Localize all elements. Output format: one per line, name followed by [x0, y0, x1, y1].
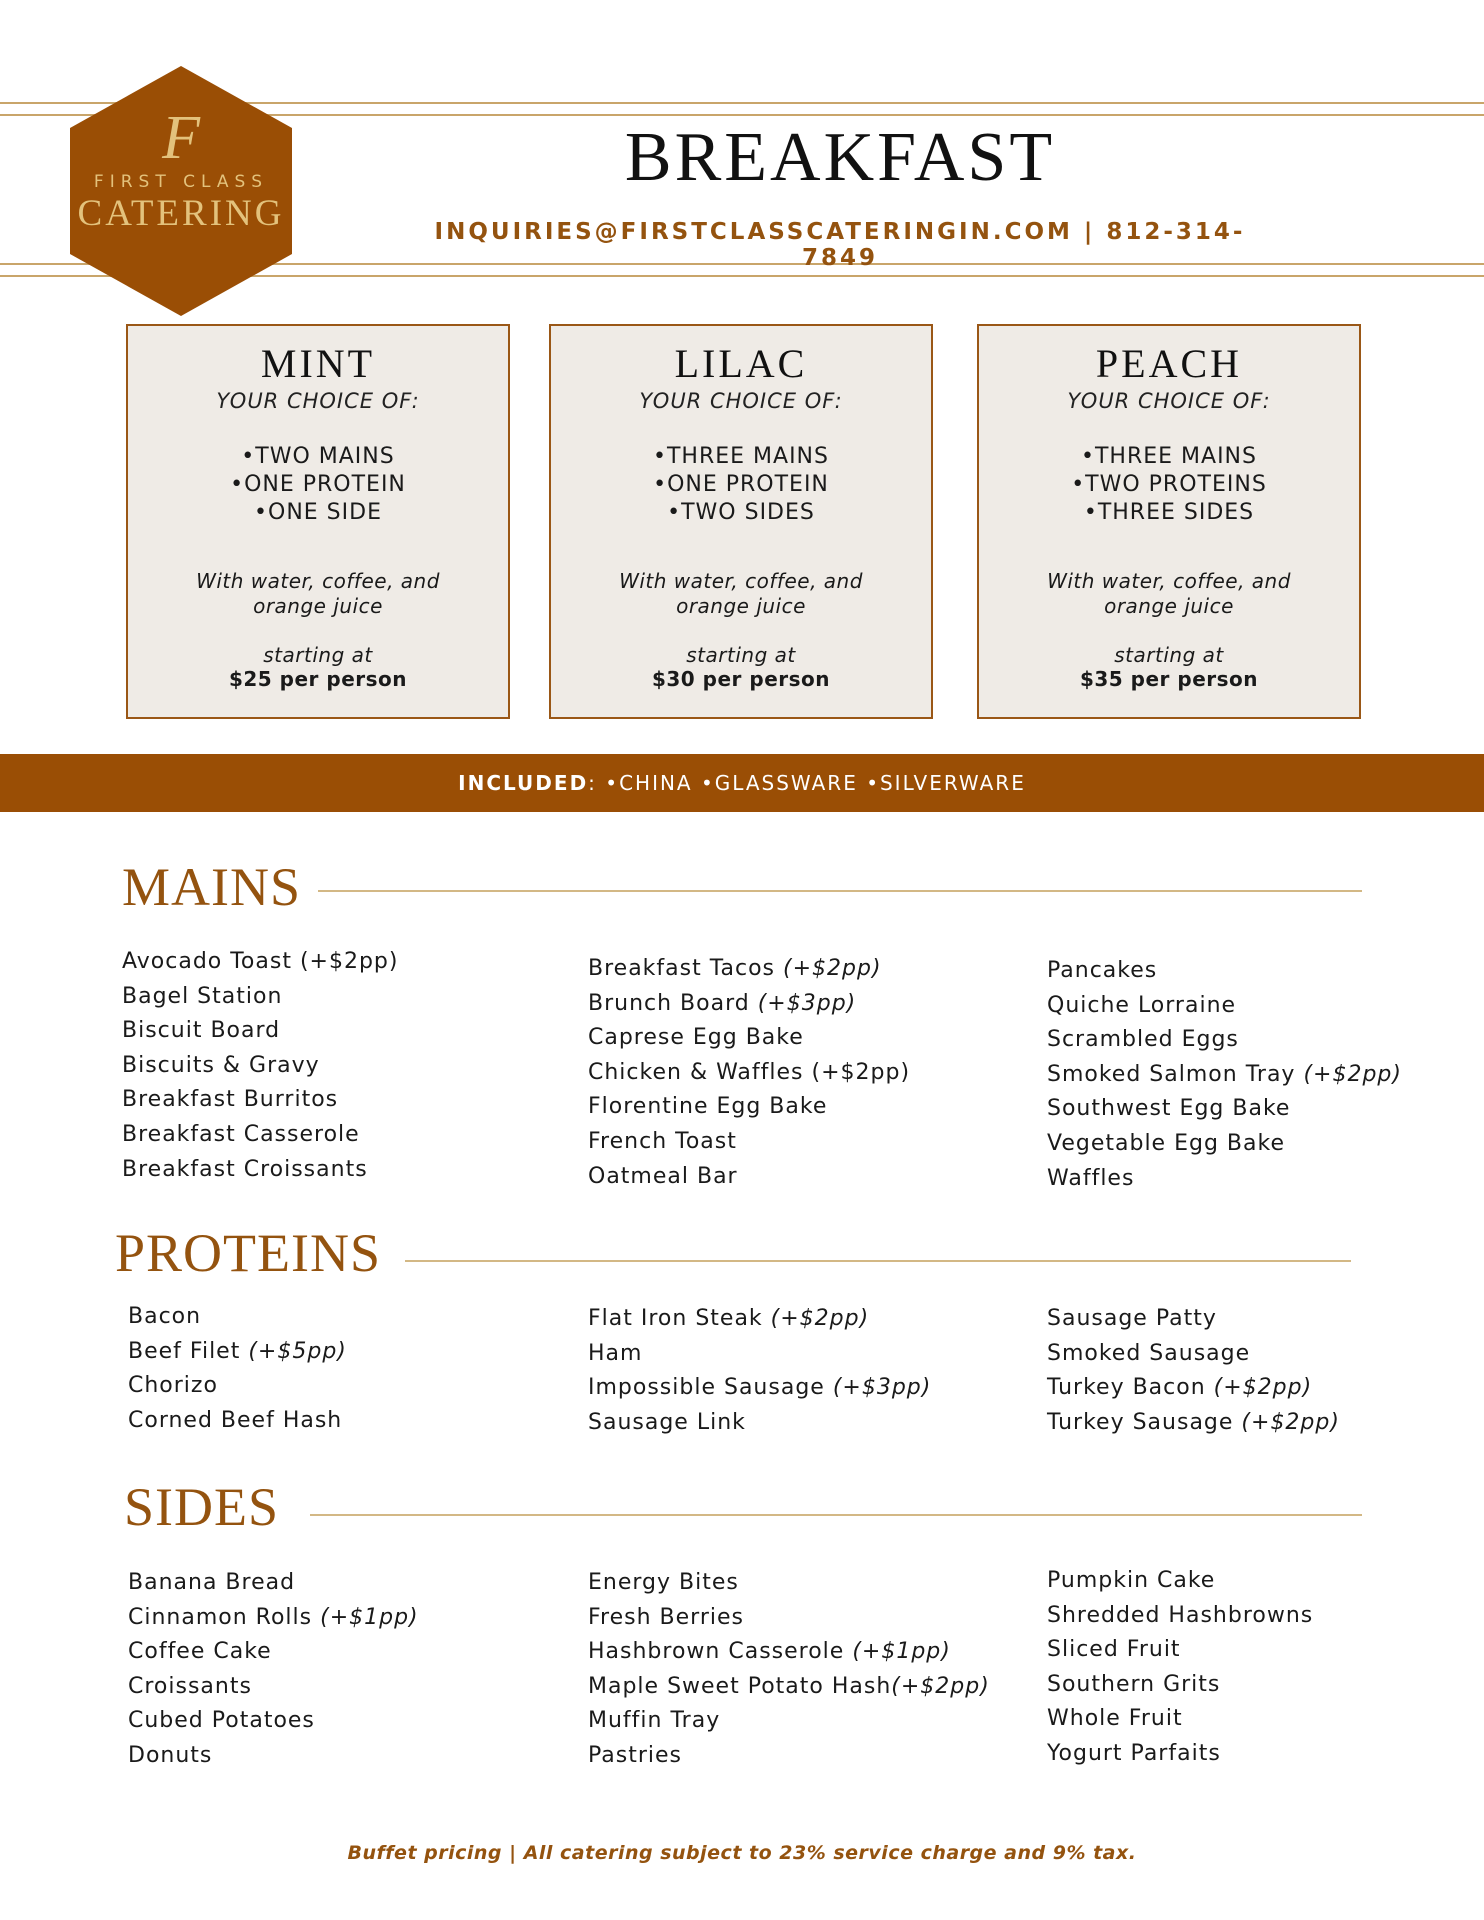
logo	[70, 66, 292, 316]
menu-item: Breakfast Tacos (+$2pp)	[588, 956, 882, 981]
package-item: •TWO PROTEINS	[1071, 472, 1267, 497]
menu-item: Maple Sweet Potato Hash(+$2pp)	[588, 1673, 990, 1699]
package-beverage-line: orange juice	[676, 594, 806, 618]
menu-item: Corned Beef Hash	[128, 1407, 343, 1433]
menu-item: Chorizo	[128, 1373, 218, 1399]
package-item: •TWO SIDES	[667, 500, 815, 525]
menu-item: Yogurt Parfaits	[1047, 1740, 1221, 1766]
section-title-proteins: PROTEINS	[115, 1223, 382, 1283]
package-beverage-line: With water, coffee, and	[196, 569, 440, 593]
menu-item: Breakfast Burritos	[122, 1087, 339, 1113]
menu-item: Breakfast Croissants	[122, 1156, 368, 1182]
menu-item: Vegetable Egg Bake	[1047, 1130, 1285, 1156]
sides-column-3	[1047, 1564, 1313, 1772]
logo-line1: FIRST CLASS	[93, 172, 269, 192]
page-title: BREAKFAST	[624, 119, 1056, 196]
package-card-lilac	[549, 324, 933, 719]
package-items	[128, 443, 508, 527]
mains-column-2	[588, 952, 910, 1194]
menu-item: Waffles	[1047, 1165, 1135, 1191]
included-label: INCLUDED	[458, 771, 589, 795]
menu-item: Donuts	[128, 1742, 213, 1768]
package-beverage-line: With water, coffee, and	[1047, 569, 1291, 593]
menu-item: Brunch Board (+$3pp)	[588, 990, 857, 1016]
package-item: •THREE SIDES	[1083, 500, 1255, 525]
menu-item: Oatmeal Bar	[588, 1163, 738, 1189]
menu-item: Croissants	[128, 1673, 252, 1699]
proteins-column-1	[128, 1300, 347, 1438]
menu-item: Biscuits & Gravy	[122, 1052, 320, 1078]
menu-item: Pancakes	[1047, 958, 1158, 983]
package-beverage-line: With water, coffee, and	[619, 569, 863, 593]
package-items	[551, 443, 931, 527]
sides-column-2	[588, 1566, 990, 1774]
package-beverage-line: orange juice	[1104, 594, 1234, 618]
included-banner	[0, 754, 1484, 812]
logo-initial: F	[162, 104, 200, 172]
proteins-column-2	[588, 1302, 931, 1440]
package-starting-label: starting at	[1114, 643, 1224, 667]
menu-item: Biscuit Board	[122, 1018, 281, 1044]
menu-item: Coffee Cake	[128, 1639, 272, 1665]
package-choice-label: YOUR CHOICE OF:	[639, 389, 843, 413]
menu-item: Sliced Fruit	[1047, 1637, 1181, 1663]
menu-item: Pastries	[588, 1742, 683, 1768]
package-beverages	[551, 569, 931, 619]
section-rule-mains	[318, 890, 1362, 892]
menu-item: Banana Bread	[128, 1570, 296, 1595]
included-items: : •CHINA •GLASSWARE •SILVERWARE	[588, 771, 1026, 795]
menu-item: Bagel Station	[122, 983, 283, 1009]
section-rule-proteins	[405, 1260, 1351, 1262]
menu-item: Ham	[588, 1340, 643, 1366]
menu-item: Energy Bites	[588, 1570, 739, 1595]
section-title-sides: SIDES	[124, 1477, 280, 1537]
package-item: •THREE MAINS	[653, 444, 829, 469]
footer-note: Buffet pricing | All catering subject to 23% service charge and 9% tax.	[347, 1842, 1137, 1864]
package-name: LILAC	[674, 341, 808, 386]
menu-item: Shredded Hashbrowns	[1047, 1602, 1314, 1628]
package-choice-label: YOUR CHOICE OF:	[216, 389, 420, 413]
sides-column-1	[128, 1566, 419, 1774]
menu-item: Southern Grits	[1047, 1671, 1221, 1697]
menu-item: Cubed Potatoes	[128, 1708, 315, 1734]
menu-item: Chicken & Waffles (+$2pp)	[588, 1059, 911, 1085]
menu-item: Pumpkin Cake	[1047, 1568, 1216, 1593]
menu-item: Muffin Tray	[588, 1708, 721, 1734]
package-price: $30 per person	[651, 667, 831, 691]
package-price: $25 per person	[228, 667, 408, 691]
package-item: •ONE PROTEIN	[230, 472, 406, 497]
package-beverage-line: orange juice	[253, 594, 383, 618]
menu-item: Flat Iron Steak (+$2pp)	[588, 1306, 870, 1331]
package-card-mint	[126, 324, 510, 719]
package-card-peach	[977, 324, 1361, 719]
package-item: •ONE SIDE	[254, 500, 382, 525]
section-rule-sides	[310, 1514, 1362, 1516]
menu-item: Fresh Berries	[588, 1604, 744, 1630]
package-item: •ONE PROTEIN	[653, 472, 829, 497]
proteins-column-3	[1047, 1302, 1340, 1440]
menu-item: Turkey Sausage (+$2pp)	[1047, 1409, 1340, 1435]
menu-item: Impossible Sausage (+$3pp)	[588, 1375, 932, 1401]
package-item: •THREE MAINS	[1081, 444, 1257, 469]
package-beverages	[979, 569, 1359, 619]
menu-item: Quiche Lorraine	[1047, 992, 1237, 1018]
menu-item: Smoked Salmon Tray (+$2pp)	[1047, 1061, 1402, 1087]
menu-item: French Toast	[588, 1128, 737, 1154]
menu-item: Beef Filet (+$5pp)	[128, 1338, 347, 1364]
menu-item: Scrambled Eggs	[1047, 1027, 1239, 1053]
package-price: $35 per person	[1079, 667, 1259, 691]
contact-info: INQUIRIES@FIRSTCLASSCATERINGIN.COM | 812-314-7849	[434, 219, 1246, 271]
package-starting-label: starting at	[686, 643, 796, 667]
package-choice-label: YOUR CHOICE OF:	[1067, 389, 1271, 413]
package-items	[979, 443, 1359, 527]
menu-item: Sausage Patty	[1047, 1306, 1217, 1331]
menu-item: Florentine Egg Bake	[588, 1094, 828, 1120]
package-starting-label: starting at	[263, 643, 373, 667]
menu-item: Breakfast Casserole	[122, 1121, 360, 1147]
package-name: MINT	[260, 341, 376, 386]
menu-item: Caprese Egg Bake	[588, 1025, 804, 1051]
menu-item: Cinnamon Rolls (+$1pp)	[128, 1604, 419, 1630]
menu-item: Bacon	[128, 1304, 202, 1329]
menu-item: Sausage Link	[588, 1409, 746, 1435]
package-beverages	[128, 569, 508, 619]
mains-column-3	[1047, 954, 1402, 1196]
logo-line2: CATERING	[77, 193, 285, 234]
section-title-mains: MAINS	[122, 857, 302, 917]
package-item: •TWO MAINS	[241, 444, 395, 469]
menu-item: Turkey Bacon (+$2pp)	[1047, 1375, 1313, 1401]
package-name: PEACH	[1095, 341, 1243, 386]
menu-item: Whole Fruit	[1047, 1706, 1183, 1732]
menu-item: Avocado Toast (+$2pp)	[122, 949, 399, 974]
menu-item: Southwest Egg Bake	[1047, 1096, 1291, 1122]
menu-item: Smoked Sausage	[1047, 1340, 1251, 1366]
menu-item: Hashbrown Casserole (+$1pp)	[588, 1639, 951, 1665]
mains-column-1	[122, 945, 398, 1187]
